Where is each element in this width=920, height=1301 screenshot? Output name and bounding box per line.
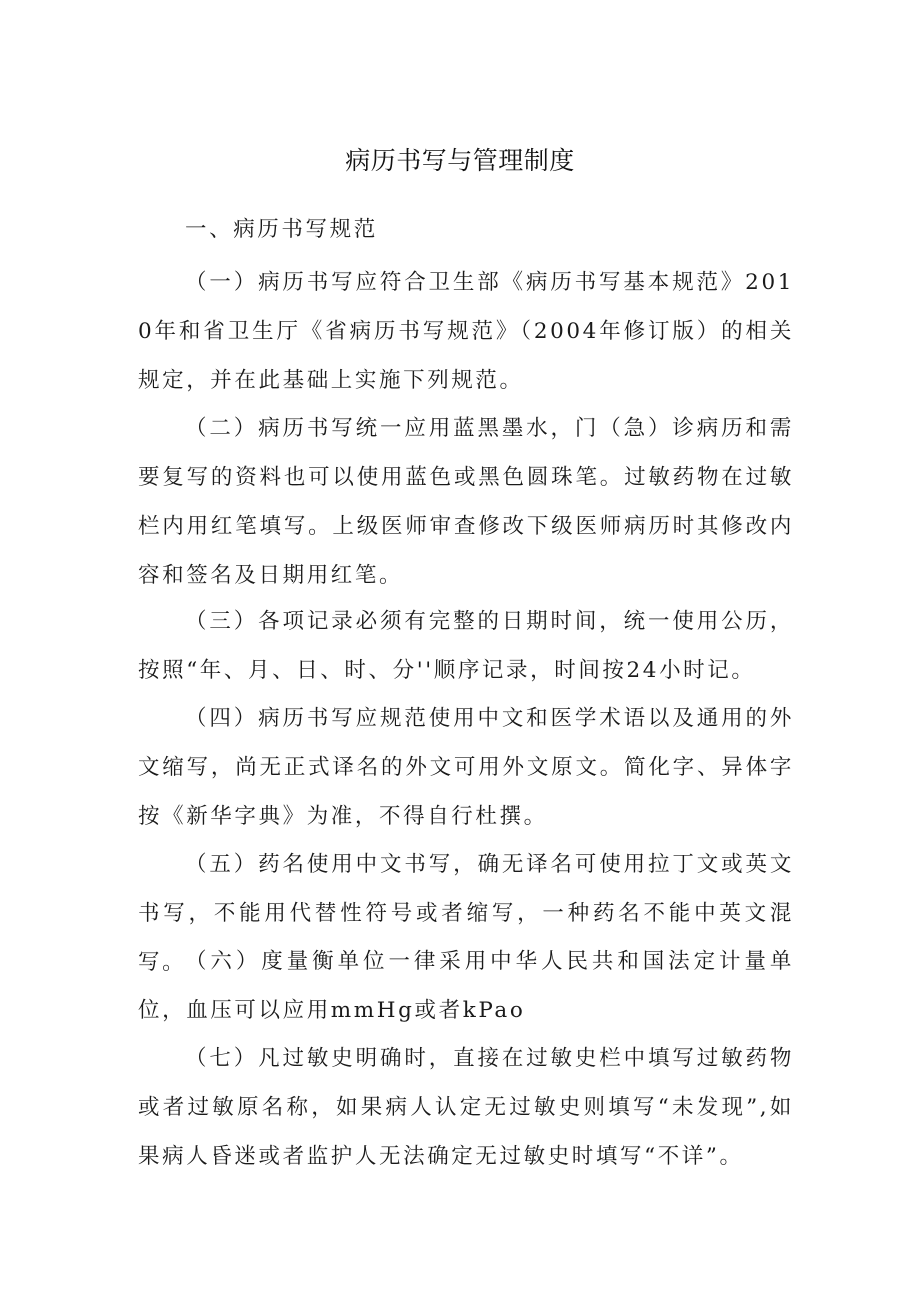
paragraph-4: （四）病历书写应规范使用中文和医学术语以及通用的外文缩写，尚无正式译名的外文可用外文原文。简化字、异体字按《新华字典》为准，不得自行杜撰。 (138, 706, 794, 829)
paragraph-5: （五）药名使用中文书写，确无译名可使用拉丁文或英文书写，不能用代替性符号或者缩写，一种药名不能中英文混写。 (138, 852, 794, 975)
paragraph-block-6 (138, 937, 794, 1035)
paragraph-2: （二）病历书写统一应用蓝黑墨水，门（急）诊病历和需要复写的资料也可以使用蓝色或黑色圆珠笔。过敏药物在过敏栏内用红笔填写。上级医师审查修改下级医师病历时其修改内容和签名及日期用红笔。 (138, 416, 794, 588)
paragraph-block-7 (138, 1034, 794, 1181)
paragraph-block-4 (138, 694, 794, 841)
paragraph-block-1 (138, 258, 794, 405)
paragraph-block-3 (138, 597, 794, 695)
paragraph-3: （三）各项记录必须有完整的日期时间，统一使用公历，按照“年、月、日、时、分''顺序记录，时间按24小时记。 (138, 609, 794, 683)
paragraph-7: （七）凡过敏史明确时，直接在过敏史栏中填写过敏药物或者过敏原名称，如果病人认定无过敏史则填写“未发现”,如果病人昏迷或者监护人无法确定无过敏史时填写“不详”。 (138, 1046, 794, 1169)
document-title: 病历书写与管理制度 (345, 146, 575, 175)
paragraph-6: （六）度量衡单位一律采用中华人民共和国法定计量单位，血压可以应用mmHg或者kPao (138, 949, 794, 1023)
paragraph-1: （一）病历书写应符合卫生部《病历书写基本规范》2010年和省卫生厅《省病历书写规范》（2004年修订版）的相关规定，并在此基础上实施下列规范。 (138, 270, 794, 393)
paragraph-block-2 (138, 404, 794, 600)
section-heading: 一、病历书写规范 (185, 217, 378, 242)
